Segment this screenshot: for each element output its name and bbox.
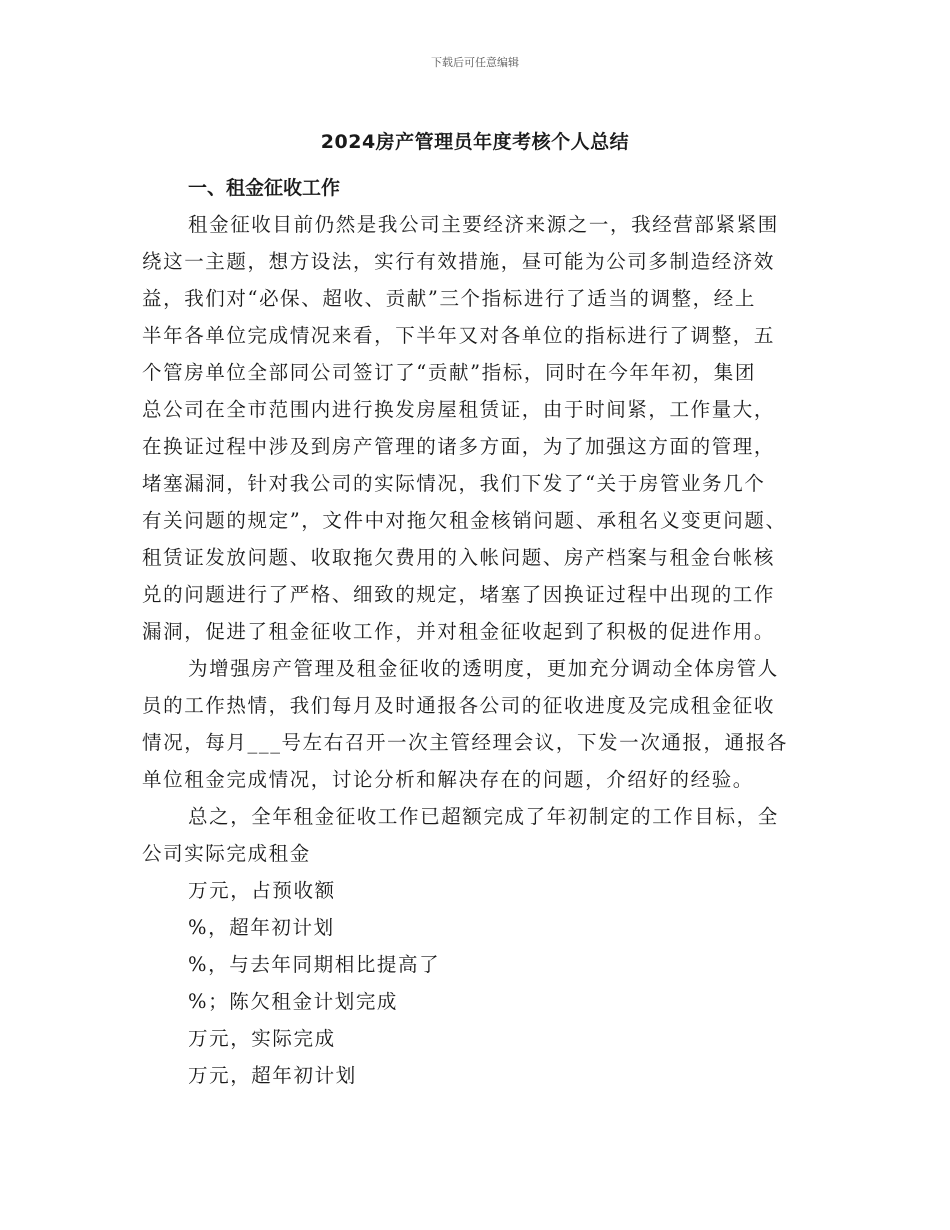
paragraph-line: 兑的问题进行了严格、细致的规定，堵塞了因换证过程中出现的工作 [142, 583, 776, 606]
page-header-note: 下载后可任意编辑 [431, 56, 519, 69]
paragraph-line: 租金征收目前仍然是我公司主要经济来源之一，我经营部紧紧围 [188, 213, 779, 236]
paragraph-line: 个管房单位全部同公司签订了“贡献”指标，同时在今年年初，集团 [142, 361, 756, 384]
paragraph-line: 单位租金完成情况，讨论分析和解决存在的问题，介绍好的经验。 [142, 768, 754, 791]
document-body [142, 170, 822, 1094]
paragraph-line: 堵塞漏洞，针对我公司的实际情况，我们下发了“关于房管业务几个 [142, 472, 766, 495]
paragraph-transparency [142, 650, 822, 798]
paragraph-line: 总之，全年租金征收工作已超额完成了年初制定的工作目标，全 [188, 805, 779, 828]
paragraph-summary [142, 798, 822, 872]
paragraph-line: 漏洞，促进了租金征收工作，并对租金征收起到了积极的促进作用。 [142, 620, 776, 643]
paragraph-line: 有关问题的规定”，文件中对拖欠租金核销问题、承租名义变更问题、 [142, 509, 787, 532]
paragraph-rent-collection [142, 206, 822, 650]
paragraph-line: 益，我们对“必保、超收、贡献”三个指标进行了适当的调整，经上 [142, 287, 756, 310]
paragraph-line: 在换证过程中涉及到房产管理的诸多方面，为了加强这方面的管理， [142, 435, 776, 458]
paragraph-line: 情况，每月___号左右召开一次主管经理会议，下发一次通报，通报各 [142, 731, 788, 754]
summary-line: %，超年初计划 [188, 916, 335, 939]
paragraph-line: 员的工作热情，我们每月及时通报各公司的征收进度及完成租金征收 [142, 694, 776, 717]
paragraph-line: 公司实际完成租金 [142, 842, 311, 865]
paragraph-line: 总公司在全市范围内进行换发房屋租赁证，由于时间紧，工作量大， [142, 398, 776, 421]
summary-line: %，与去年同期相比提高了 [188, 953, 441, 976]
summary-line: 万元，占预收额 [188, 879, 336, 902]
document-title: 2024房产管理员年度考核个人总结 [320, 131, 630, 153]
section-heading: 一、租金征收工作 [188, 177, 341, 199]
paragraph-line: 绕这一主题，想方设法，实行有效措施，昼可能为公司多制造经济效 [142, 250, 776, 273]
summary-line: 万元，超年初计划 [188, 1064, 357, 1087]
paragraph-line: 半年各单位完成情况来看，下半年又对各单位的指标进行了调整，五 [142, 324, 776, 347]
paragraph-line: 为增强房产管理及租金征收的透明度，更加充分调动全体房管人 [188, 657, 779, 680]
summary-line: %；陈欠租金计划完成 [188, 990, 399, 1013]
paragraph-line: 租赁证发放问题、收取拖欠费用的入帐问题、房产档案与租金台帐核 [142, 546, 776, 569]
summary-line: 万元，实际完成 [188, 1027, 336, 1050]
